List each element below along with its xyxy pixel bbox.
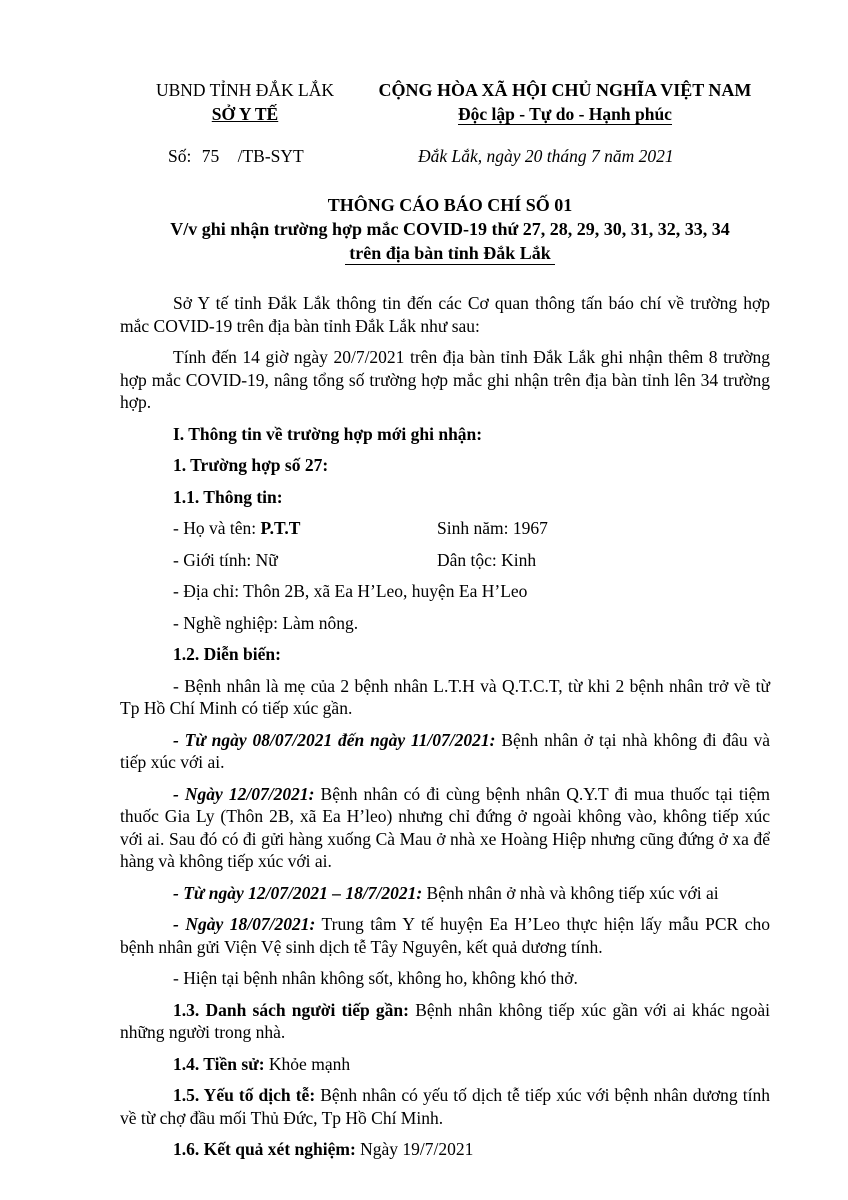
progress-item-5: - Ngày 18/07/2021: Trung tâm Y tế huyện Ea H’Leo thực hiện lấy mẫu PCR cho bệnh nhân gửi Viện Vệ sinh dịch tễ Tây Nguyên, kết quả dương tính. <box>120 914 770 957</box>
document-body <box>120 292 770 1170</box>
title-line-3: trên địa bàn tỉnh Đắk Lắk <box>345 242 555 265</box>
national-header <box>360 78 770 126</box>
progress-item-6: - Hiện tại bệnh nhân không sốt, không ho, không khó thở. <box>173 968 578 988</box>
progress-item-1: - Bệnh nhân là mẹ của 2 bệnh nhân L.T.H và Q.T.C.T, từ khi 2 bệnh nhân trở về từ Tp Hồ Chí Minh có tiếp xúc gần. <box>120 675 770 718</box>
name-row: - Họ và tên: P.T.T Sinh năm: 1967 <box>173 518 548 538</box>
contacts-paragraph: 1.3. Danh sách người tiếp gần: Bệnh nhân không tiếp xúc gần với ai khác ngoài những người trong nhà. <box>120 999 770 1042</box>
case-heading: 1. Trường hợp số 27: <box>173 455 329 475</box>
document-number: Số: 75 /TB-SYT <box>168 146 304 166</box>
nation-title: CỘNG HÒA XÃ HỘI CHỦ NGHĨA VIỆT NAM <box>378 80 752 100</box>
birth-year: Sinh năm: 1967 <box>437 518 548 538</box>
progress-item-4: - Từ ngày 12/07/2021 – 18/7/2021: Bệnh nhân ở nhà và không tiếp xúc với ai <box>173 882 719 903</box>
title-line-2: V/v ghi nhận trường hợp mắc COVID-19 thứ 27, 28, 29, 30, 31, 32, 33, 34 <box>170 219 730 239</box>
progress-heading: 1.2. Diễn biến: <box>173 644 281 664</box>
epidemiology-paragraph: 1.5. Yếu tố dịch tễ: Bệnh nhân có yếu tố dịch tễ tiếp xúc với bệnh nhân dương tính về từ chợ đầu mối Thủ Đức, Tp Hồ Chí Minh. <box>120 1085 770 1128</box>
gender: - Giới tính: Nữ <box>173 549 278 570</box>
info-heading: 1.1. Thông tin: <box>173 486 283 507</box>
address: - Địa chỉ: Thôn 2B, xã Ea H’Leo, huyện Ea H’Leo <box>173 581 528 601</box>
intro-paragraph-1: Sở Y tế tỉnh Đắk Lắk thông tin đến các Cơ quan thông tấn báo chí về trường hợp mắc COVID-19 trên địa bàn tỉnh Đắk Lắk như sau: <box>120 293 770 336</box>
history-paragraph: 1.4. Tiền sử: Khỏe mạnh <box>173 1053 351 1074</box>
gender-row <box>173 549 770 572</box>
document-date: Đắk Lắk, ngày 20 tháng 7 năm 2021 <box>418 146 674 166</box>
issuer-block <box>140 78 350 126</box>
document-title <box>120 193 780 265</box>
section-heading-1: I. Thông tin về trường hợp mới ghi nhận: <box>173 423 483 444</box>
progress-item-3: - Ngày 12/07/2021: Bệnh nhân có đi cùng bệnh nhân Q.Y.T đi mua thuốc tại tiệm thuốc Gia Ly (Thôn 2B, xã Ea H’leo) nhưng chỉ đứng ở ngoài không vào, không tiếp xúc với ai. Sau đó có đi gửi hàng xuống Cà Mau ở nhà xe Hoàng Hiệp nhưng cũng đứng ở xa để hàng và không tiếp xúc với ai. <box>120 783 770 871</box>
ethnicity: Dân tộc: Kinh <box>437 549 537 570</box>
title-line-1: THÔNG CÁO BÁO CHÍ SỐ 01 <box>327 195 573 215</box>
issuer-dept: SỞ Y TẾ <box>211 104 279 124</box>
test-result-paragraph: 1.6. Kết quả xét nghiệm: Ngày 19/7/2021 <box>173 1139 474 1159</box>
issuer-org: UBND TỈNH ĐẮK LẮK <box>155 80 335 100</box>
progress-item-2: - Từ ngày 08/07/2021 đến ngày 11/07/2021: Bệnh nhân ở tại nhà không đi đâu và tiếp xúc với ai. <box>120 729 771 772</box>
patient-name: P.T.T <box>260 518 301 538</box>
national-motto: Độc lập - Tự do - Hạnh phúc <box>458 104 672 124</box>
occupation: - Nghề nghiệp: Làm nông. <box>173 612 359 633</box>
intro-paragraph-2: Tính đến 14 giờ ngày 20/7/2021 trên địa bàn tỉnh Đắk Lắk ghi nhận thêm 8 trường hợp mắc COVID-19, nâng tổng số trường hợp mắc ghi nhận trên địa bàn tỉnh lên 34 trường hợp. <box>120 347 770 412</box>
